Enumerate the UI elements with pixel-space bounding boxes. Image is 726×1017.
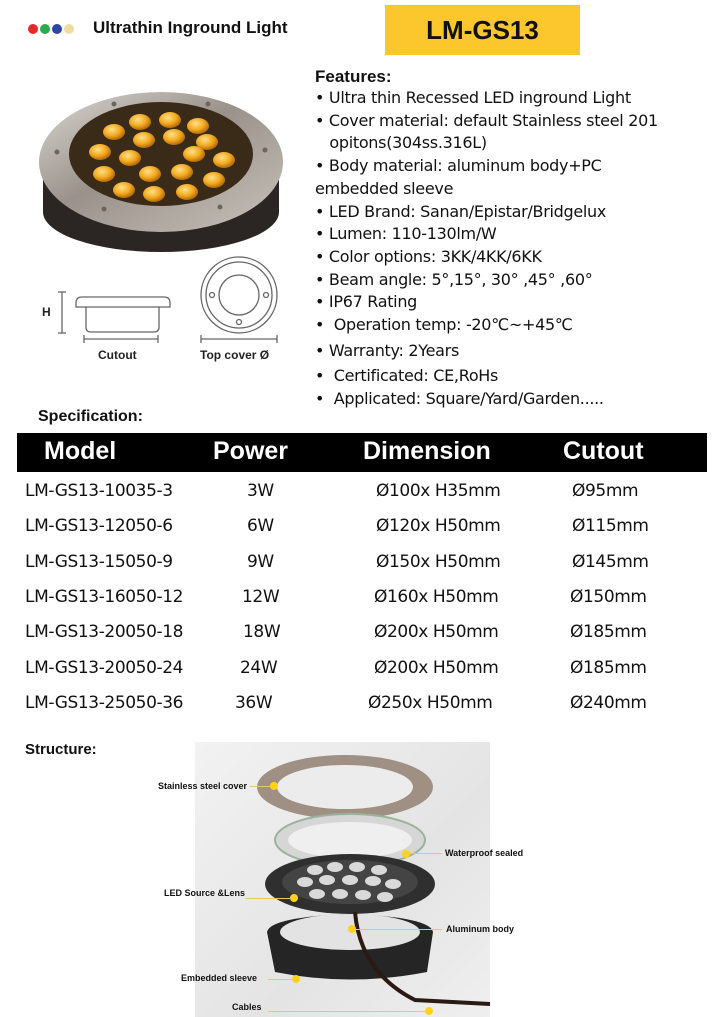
feature-item: • Color options: 3KK/4KK/6KK [315,246,542,266]
cell-model: LM-GS13-12050-6 [25,516,173,536]
model-badge: LM-GS13 [385,5,580,55]
table-row [0,652,726,687]
dimension-diagram [30,255,310,375]
label-cables: Cables [232,1002,262,1012]
cell-cutout: Ø115mm [572,516,649,536]
feature-item: embedded sleeve [315,178,454,198]
leader-line [410,853,442,854]
features-title: Features: [315,67,392,86]
marker-dot-icon [270,782,278,790]
cell-power: 12W [242,587,280,607]
top-cover-label: Top cover Ø [200,348,270,362]
marker-dot-icon [348,925,356,933]
marker-dot-icon [425,1007,433,1015]
leader-line [245,898,290,899]
feature-item: • Lumen: 110-130lm/W [315,224,497,244]
features-section [315,67,720,411]
column-header-cutout: Cutout [563,437,644,465]
cell-dimension: Ø200x H50mm [374,622,499,642]
feature-item: • Warranty: 2Years [315,340,459,360]
cell-model: LM-GS13-15050-9 [25,552,173,572]
cell-power: 6W [247,516,274,536]
leader-line [250,786,272,787]
cell-cutout: Ø185mm [570,658,647,678]
feature-item: • Operation temp: -20℃~+45℃ [315,315,573,335]
cell-power: 3W [247,481,274,501]
table-row [0,475,726,510]
marker-dot-icon [290,894,298,902]
feature-item: • Certificated: CE,RoHs [315,366,499,386]
feature-item: • Ultra thin Recessed LED inground Light [315,88,631,107]
feature-item: • Applicated: Square/Yard/Garden..... [315,389,604,409]
cell-model: LM-GS13-10035-3 [25,481,173,501]
cell-cutout: Ø185mm [570,622,647,642]
cell-dimension: Ø160x H50mm [374,587,499,607]
table-row [0,510,726,545]
cell-model: LM-GS13-25050-36 [25,693,184,713]
marker-dot-icon [292,975,300,983]
label-aluminum-body: Aluminum body [446,924,514,934]
cell-model: LM-GS13-20050-24 [25,658,184,678]
leader-line [356,929,442,930]
marker-dot-icon [402,850,410,858]
cell-dimension: Ø250x H50mm [368,693,493,713]
product-subtitle: Ultrathin Inground Light [93,18,288,37]
column-header-power: Power [213,437,289,465]
leader-line [268,979,292,980]
cell-dimension: Ø200x H50mm [374,658,499,678]
feature-item: opitons(304ss.316L) [315,133,487,153]
product-photo [32,82,290,257]
cell-cutout: Ø145mm [572,552,649,572]
column-header-model: Model [44,437,117,465]
feature-item: • Cover material: default Stainless steel 201 [315,110,658,130]
column-header-dimension: Dimension [363,437,491,465]
structure-title: Structure: [25,741,97,758]
red-dot-icon [28,24,38,34]
blue-dot-icon [52,24,62,34]
table-row [0,616,726,651]
height-label: H [42,305,51,319]
cell-power: 36W [235,693,273,713]
spec-table-header [17,433,707,472]
label-waterproof-sealed: Waterproof sealed [445,848,524,858]
feature-item: • LED Brand: Sanan/Epistar/Bridgelux [315,201,607,221]
feature-item: • Beam angle: 5°,15°, 30° ,45° ,60° [315,269,593,289]
brand-color-dots [28,24,74,34]
feature-item: • IP67 Rating [315,292,418,312]
label-led-source-lens: LED Source &Lens [164,888,246,898]
cell-power: 9W [247,552,274,572]
specification-title: Specification: [38,408,143,425]
label-stainless-steel-cover: Stainless steel cover [158,781,248,791]
table-row [0,581,726,616]
cell-power: 18W [243,622,281,642]
cell-dimension: Ø100x H35mm [376,481,501,501]
cell-dimension: Ø120x H50mm [376,516,501,536]
cell-cutout: Ø95mm [572,481,639,501]
label-embedded-sleeve: Embedded sleeve [181,973,258,983]
cell-cutout: Ø150mm [570,587,647,607]
leader-line [268,1011,426,1012]
cell-model: LM-GS13-16050-12 [25,587,184,607]
cell-power: 24W [240,658,278,678]
beige-dot-icon [64,24,74,34]
cutout-label: Cutout [98,348,137,362]
cell-dimension: Ø150x H50mm [376,552,501,572]
green-dot-icon [40,24,50,34]
cell-cutout: Ø240mm [570,693,647,713]
feature-item: • Body material: aluminum body+PC [315,156,602,176]
cell-model: LM-GS13-20050-18 [25,622,184,642]
table-row [0,546,726,581]
table-row [0,687,726,722]
